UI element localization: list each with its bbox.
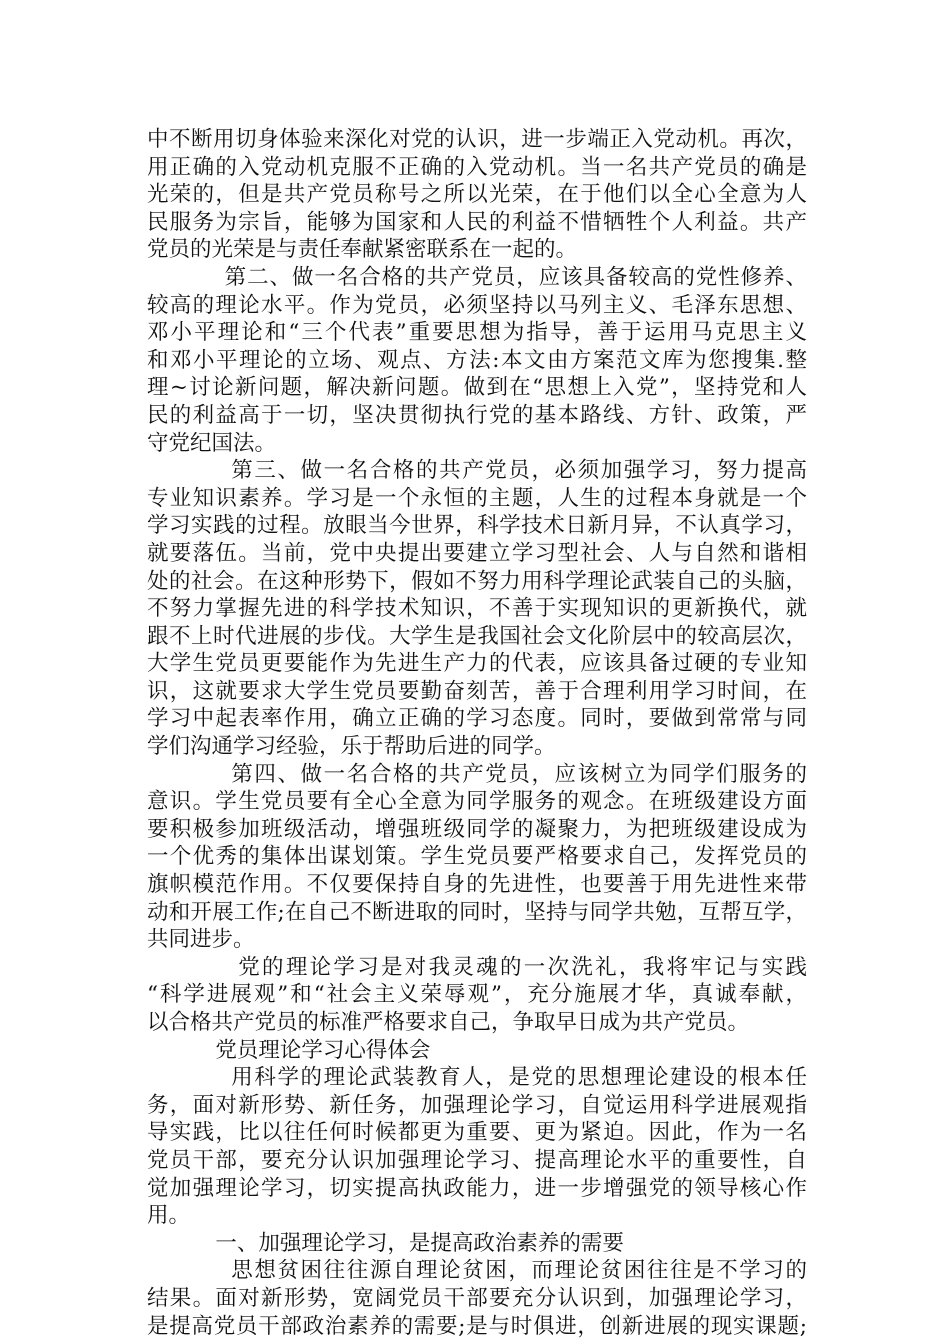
text-line: 民的利益高于一切，坚决贯彻执行党的基本路线、方针、政策，严 — [147, 402, 807, 428]
text-line: 是提高党员干部政治素养的需要;是与时俱进，创新进展的现实课题; — [147, 1313, 807, 1339]
text-line: 邓小平理论和“三个代表”重要思想为指导，善于运用马克思主义 — [147, 320, 807, 346]
text-line: 意识。学生党员要有全心全意为同学服务的观念。在班级建设方面 — [147, 789, 807, 815]
text-line: 共同进步。 — [147, 927, 255, 953]
text-line: 觉加强理论学习，切实提高执政能力，进一步增强党的领导核心作 — [147, 1175, 807, 1201]
text-line: 旗帜模范作用。不仅要保持自身的先进性，也要善于用先进性来带 — [147, 872, 807, 898]
text-line: 大学生党员更要能作为先进生产力的代表，应该具备过硬的专业知 — [147, 651, 807, 677]
text-line: 用。 — [147, 1203, 191, 1229]
text-line: 识，这就要求大学生党员要勤奋刻苦，善于合理利用学习时间，在 — [147, 678, 807, 704]
text-line: 思想贫困往往源自理论贫困，而理论贫困往往是不学习的 — [147, 1258, 807, 1284]
text-line: 学习中起表率作用，确立正确的学习态度。同时，要做到常常与同 — [147, 706, 807, 732]
text-line: 不努力掌握先进的科学技术知识，不善于实现知识的更新换代，就 — [147, 596, 807, 622]
text-line: 就要落伍。当前，党中央提出要建立学习型社会、人与自然和谐相 — [147, 540, 807, 566]
text-line: 跟不上时代进展的步伐。大学生是我国社会文化阶层中的较高层次， — [147, 623, 807, 649]
text-line: 一个优秀的集体出谋划策。学生党员要严格要求自己，发挥党员的 — [147, 844, 807, 870]
text-line: 理~讨论新问题，解决新问题。做到在“思想上入党”，坚持党和人 — [147, 375, 807, 401]
text-line: 第四、做一名合格的共产党员，应该树立为同学们服务的 — [147, 761, 807, 787]
text-line: 用正确的入党动机克服不正确的入党动机。当一名共产党员的确是 — [147, 154, 807, 180]
text-line: 党员干部，要充分认识加强理论学习、提高理论水平的重要性，自 — [147, 1147, 807, 1173]
text-line: 和邓小平理论的立场、观点、方法:本文由方案范文库为您搜集.整 — [147, 347, 807, 373]
document-body — [147, 126, 807, 1340]
text-line: 党员理论学习心得体会 — [147, 1037, 431, 1063]
text-line: 光荣的，但是共产党员称号之所以光荣，在于他们以全心全意为人 — [147, 182, 807, 208]
text-line: 以合格共产党员的标准严格要求自己，争取早日成为共产党员。 — [147, 1010, 750, 1035]
text-line: 党员的光荣是与责任奉献紧密联系在一起的。 — [147, 237, 578, 263]
text-line: 要积极参加班级活动，增强班级同学的凝聚力，为把班级建设成为 — [147, 816, 807, 842]
text-line: 学们沟通学习经验，乐于帮助后进的同学。 — [147, 734, 556, 760]
text-line: 守党纪国法。 — [147, 430, 277, 456]
text-line: 导实践，比以往任何时候都更为重要、更为紧迫。因此，作为一名 — [147, 1120, 807, 1146]
text-line: 结果。面对新形势，宽阔党员干部要充分认识到，加强理论学习， — [147, 1285, 807, 1311]
text-line: 中不断用切身体验来深化对党的认识，进一步端正入党动机。再次， — [147, 127, 807, 152]
text-line: 专业知识素养。学习是一个永恒的主题，人生的过程本身就是一个 — [147, 485, 807, 511]
text-line: 第二、做一名合格的共产党员，应该具备较高的党性修养、 — [147, 264, 807, 290]
text-line: 一、加强理论学习，是提高政治素养的需要 — [147, 1230, 624, 1256]
text-line: 民服务为宗旨，能够为国家和人民的利益不惜牺牲个人利益。共产 — [147, 209, 807, 235]
text-line: 较高的理论水平。作为党员，必须坚持以马列主义、毛泽东思想、 — [147, 292, 807, 318]
text-line: 第三、做一名合格的共产党员，必须加强学习，努力提高 — [147, 458, 807, 484]
text-line: 处的社会。在这种形势下，假如不努力用科学理论武装自己的头脑， — [147, 568, 807, 594]
text-line: “科学进展观”和“社会主义荣辱观”，充分施展才华，真诚奉献， — [147, 982, 807, 1008]
text-line: 务，面对新形势、新任务，加强理论学习，自觉运用科学进展观指 — [147, 1092, 807, 1118]
text-line: 党的理论学习是对我灵魂的一次洗礼，我将牢记与实践 — [147, 954, 807, 980]
text-line: 学习实践的过程。放眼当今世界，科学技术日新月异，不认真学习， — [147, 513, 807, 539]
text-line: 用科学的理论武装教育人，是党的思想理论建设的根本任 — [147, 1065, 807, 1091]
text-line: 动和开展工作;在自己不断进取的同时，坚持与同学共勉，互帮互学， — [147, 899, 807, 925]
